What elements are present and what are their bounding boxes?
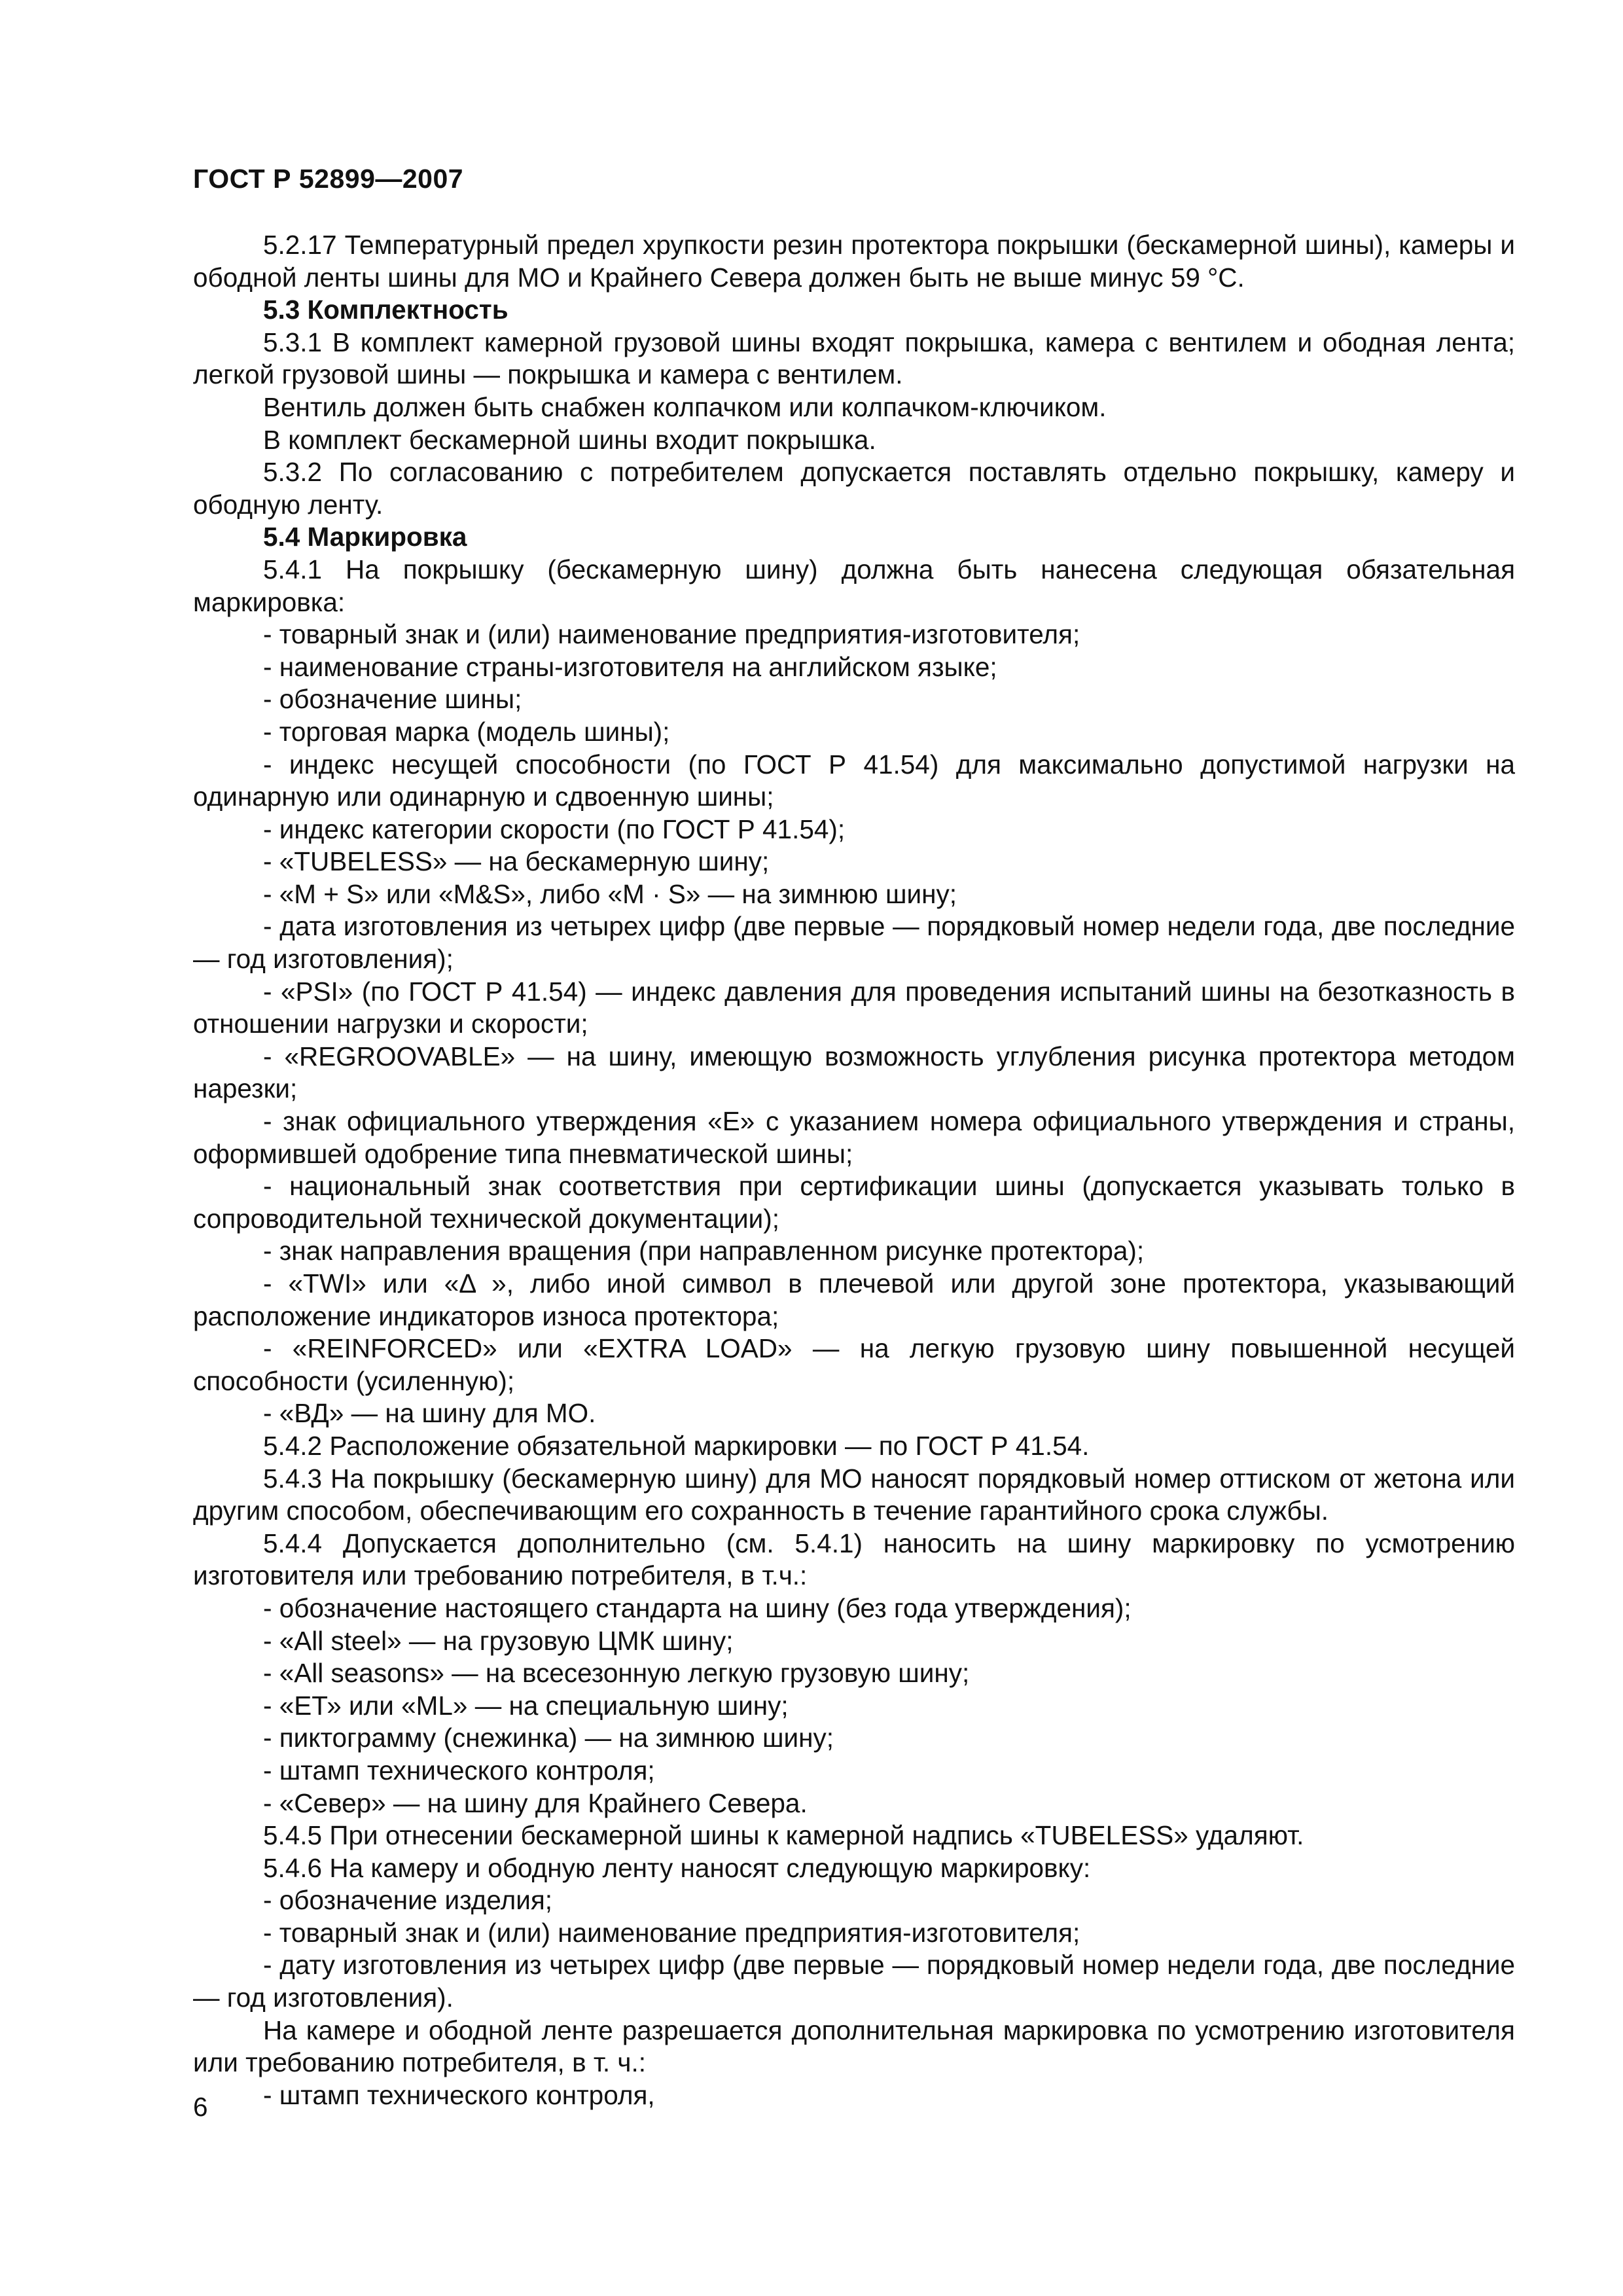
list-item: - «M + S» или «M&S», либо «M · S» — на зимнюю шину; [263, 878, 957, 909]
paragraph: - «REGROOVABLE» — на шину, имеющую возможность углубления рисунка протектора методом нарезки; [193, 1041, 1515, 1104]
list-item: - «All seasons» — на всесезонную легкую грузовую шину; [263, 1658, 970, 1689]
paragraph: - дату изготовления из четырех цифр (две первые — порядковый номер недели года, две последние — год изготовления). [193, 1950, 1515, 2013]
paragraph: В комплект бескамерной шины входит покрышка. [263, 424, 876, 455]
list-item: - «Север» — на шину для Крайнего Севера. [263, 1787, 808, 1818]
paragraph: На камере и ободной ленте разрешается дополнительная маркировка по усмотрению изготовителя или требованию потребителя, в т. ч.: [193, 2015, 1515, 2078]
paragraph: - дата изготовления из четырех цифр (две первые — порядковый номер недели года, две последние — год изготовления); [193, 911, 1515, 975]
paragraph: 5.4.2 Расположение обязательной маркировки — по ГОСТ Р 41.54. [263, 1430, 1090, 1461]
paragraph: 5.4.3 На покрышку (бескамерную шину) для МО наносят порядковый номер оттиском от жетона или другим способом, обеспечивающим его сохранность в течение гарантийного срока службы. [193, 1463, 1515, 1526]
list-item: - товарный знак и (или) наименование предприятия-изготовителя; [263, 619, 1080, 650]
page-number: 6 [193, 2092, 208, 2122]
paragraph: 5.3.1 В комплект камерной грузовой шины входят покрышка, камера с вентилем и ободная лента; легкой грузовой шины — покрышка и камера с вентилем. [193, 327, 1515, 390]
paragraph: 5.4.5 При отнесении бескамерной шины к камерной надпись «TUBELESS» удаляют. [263, 1820, 1304, 1851]
paragraph: 5.4.6 На камеру и ободную ленту наносят следующую маркировку: [263, 1852, 1091, 1883]
paragraph: - «PSI» (по ГОСТ Р 41.54) — индекс давления для проведения испытаний шины на безотказность в отношении нагрузки и скорости; [193, 976, 1515, 1039]
section-heading: 5.4 Маркировка [263, 522, 467, 552]
section-heading: 5.3 Комплектность [263, 295, 508, 325]
standard-code-header: ГОСТ Р 52899—2007 [193, 164, 464, 194]
list-item: - индекс категории скорости (по ГОСТ Р 41.54); [263, 814, 846, 844]
list-item: - «All steel» — на грузовую ЦМК шину; [263, 1625, 734, 1656]
paragraph: 5.4.4 Допускается дополнительно (см. 5.4.1) наносить на шину маркировку по усмотрению изготовителя или требованию потребителя, в т.ч.: [193, 1528, 1515, 1591]
list-item: - «TUBELESS» — на бескамерную шину; [263, 846, 770, 877]
paragraph: 5.2.17 Температурный предел хрупкости резин протектора покрышки (бескамерной шины), камеры и ободной ленты шины для МО и Крайнего Севера должен быть не выше минус 59 °С. [193, 230, 1515, 293]
list-item: - обозначение изделия; [263, 1885, 553, 1916]
list-item: - пиктограмму (снежинка) — на зимнюю шину; [263, 1723, 834, 1753]
paragraph: - индекс несущей способности (по ГОСТ Р 41.54) для максимально допустимой нагрузки на одинарную или одинарную и сдвоенную шины; [193, 749, 1515, 812]
paragraph: 5.4.1 На покрышку (бескамерную шину) должна быть нанесена следующая обязательная маркировка: [193, 554, 1515, 617]
paragraph: - национальный знак соответствия при сертификации шины (допускается указывать только в сопроводительной технической документации); [193, 1171, 1515, 1234]
list-item: - обозначение настоящего стандарта на шину (без года утверждения); [263, 1592, 1132, 1623]
paragraph: - знак официального утверждения «Е» с указанием номера официального утверждения и страны, оформившей одобрение типа пневматической шины; [193, 1106, 1515, 1169]
paragraph: - «REINFORCED» или «EXTRA LOAD» — на легкую грузовую шину повышенной несущей способности (усиленную); [193, 1333, 1515, 1396]
list-item: - штамп технического контроля, [263, 2079, 655, 2110]
paragraph: 5.3.2 По согласованию с потребителем допускается поставлять отдельно покрышку, камеру и ободную ленту. [193, 457, 1515, 520]
list-item: - «ЕТ» или «ML» — на специальную шину; [263, 1690, 789, 1721]
paragraph: Вентиль должен быть снабжен колпачком или колпачком-ключиком. [263, 391, 1107, 422]
list-item: - обозначение шины; [263, 684, 522, 715]
list-item: - торговая марка (модель шины); [263, 716, 670, 747]
paragraph: - «TWI» или «Δ », либо иной символ в плечевой или другой зоне протектора, указывающий расположение индикаторов износа протектора; [193, 1268, 1515, 1331]
list-item: - знак направления вращения (при направленном рисунке протектора); [263, 1236, 1145, 1266]
document-body [193, 229, 1515, 2111]
list-item: - «ВД» — на шину для МО. [263, 1398, 596, 1429]
list-item: - товарный знак и (или) наименование предприятия-изготовителя; [263, 1917, 1080, 1948]
list-item: - наименование страны-изготовителя на английском языке; [263, 651, 997, 682]
list-item: - штамп технического контроля; [263, 1755, 655, 1785]
